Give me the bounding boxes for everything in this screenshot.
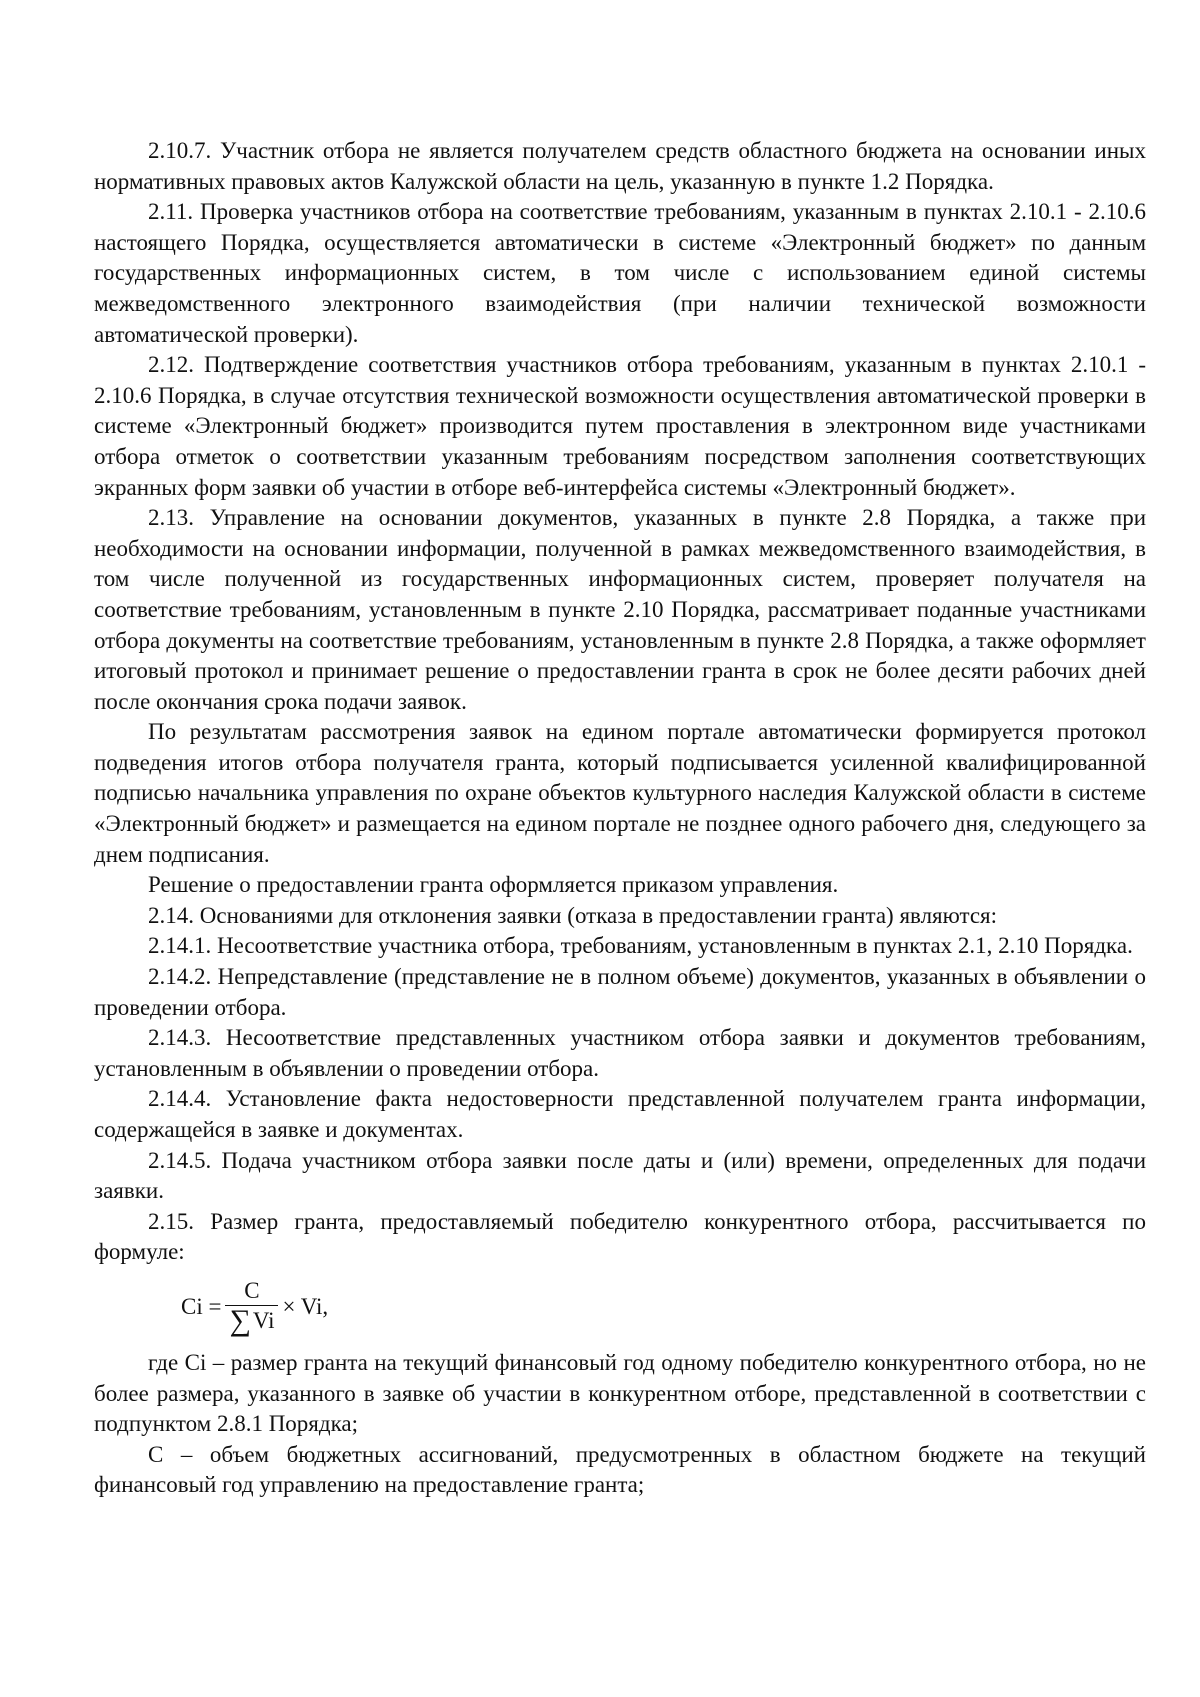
paragraph-decision: Решение о предоставлении гранта оформляется приказом управления.	[148, 872, 839, 898]
paragraph-2-13: 2.13. Управление на основании документов, указанных в пункте 2.8 Порядка, а также при необходимости на основании информации, полученной в рамках межведомственного взаимодействия, в том числе полученной из государственных информационных систем, проверяет получателя на соответствие требованиям, установленным в пункте 2.10 Порядка, рассматривает поданные участниками отбора документы на соответствие требованиям, установленным в пункте 2.8 Порядка, а также оформляет итоговый протокол и принимает решение о предоставлении гранта в срок не более десяти рабочих дней после окончания срока подачи заявок.	[94, 505, 1146, 714]
formula-numerator: C	[244, 1278, 260, 1304]
paragraph-where-ci: где Ci – размер гранта на текущий финансовый год одному победителю конкурентного отбора, но не более размера, указанного в заявке об участии в конкурентном отборе, представленной в соответствии с подпунктом 2.8.1 Порядка;	[94, 1349, 1146, 1437]
paragraph-2-14-5: 2.14.5. Подача участником отбора заявки после даты и (или) времени, определенных для подачи заявки.	[94, 1147, 1146, 1204]
paragraph-2-14: 2.14. Основаниями для отклонения заявки (отказа в предоставлении гранта) являются:	[148, 902, 998, 928]
paragraph-2-14-3: 2.14.3. Несоответствие представленных участником отбора заявки и документов требованиям, установленным в объявлении о проведении отбора.	[94, 1025, 1146, 1081]
paragraph-2-12: 2.12. Подтверждение соответствия участников отбора требованиям, указанным в пунктах 2.10.1 - 2.10.6 Порядка, в случае отсутствия технической возможности осуществления автоматической проверки в системе «Электронный бюджет» производится путем проставления в электронном виде участниками отбора отметок о соответствии указанным требованиям посредством заполнения соответствующих экранных форм заявки об участии в отборе веб-интерфейса системы «Электронный бюджет».	[94, 352, 1146, 500]
grant-formula	[181, 1270, 1146, 1344]
formula-fraction	[225, 1277, 278, 1336]
paragraph-2-11: 2.11. Проверка участников отбора на соответствие требованиям, указанным в пунктах 2.10.1 - 2.10.6 настоящего Порядка, осуществляется автоматически в системе «Электронный бюджет» по данным государственных информационных систем, в том числе с использованием единой системы межведомственного электронного взаимодействия (при наличии технической возможности автоматической проверки).	[94, 199, 1146, 347]
paragraph-2-14-4: 2.14.4. Установление факта недостоверности представленной получателем гранта информации, содержащейся в заявке и документах.	[94, 1086, 1146, 1142]
document-page	[94, 136, 1146, 1501]
paragraph-results: По результатам рассмотрения заявок на едином портале автоматически формируется протокол подведения итогов отбора получателя гранта, который подписывается усиленной квалифицированной подписью начальника управления по охране объектов культурного наследия Калужской области в системе «Электронный бюджет» и размещается на едином портале не позднее одного рабочего дня, следующего за днем подписания.	[94, 719, 1146, 867]
paragraph-2-14-1: 2.14.1. Несоответствие участника отбора, требованиям, установленным в пунктах 2.1, 2.10 Порядка.	[148, 933, 1133, 959]
paragraph-2-10-7: 2.10.7. Участник отбора не является получателем средств областного бюджета на основании иных нормативных правовых актов Калужской области на цель, указанную в пункте 1.2 Порядка.	[94, 138, 1146, 194]
formula-denominator	[225, 1305, 278, 1336]
formula-tail: × Vi,	[282, 1293, 329, 1319]
sigma-symbol: ∑	[229, 1304, 251, 1338]
formula-lhs: Ci =	[181, 1293, 222, 1319]
paragraph-2-14-2: 2.14.2. Непредставление (представление не в полном объеме) документов, указанных в объявлении о проведении отбора.	[94, 964, 1146, 1020]
paragraph-2-15: 2.15. Размер гранта, предоставляемый победителю конкурентного отбора, рассчитывается по формуле:	[94, 1208, 1146, 1265]
formula-denominator-text: Vi	[252, 1308, 275, 1334]
paragraph-c-definition: С – объем бюджетных ассигнований, предусмотренных в областном бюджете на текущий финансовый год управлению на предоставление гранта;	[94, 1441, 1146, 1498]
